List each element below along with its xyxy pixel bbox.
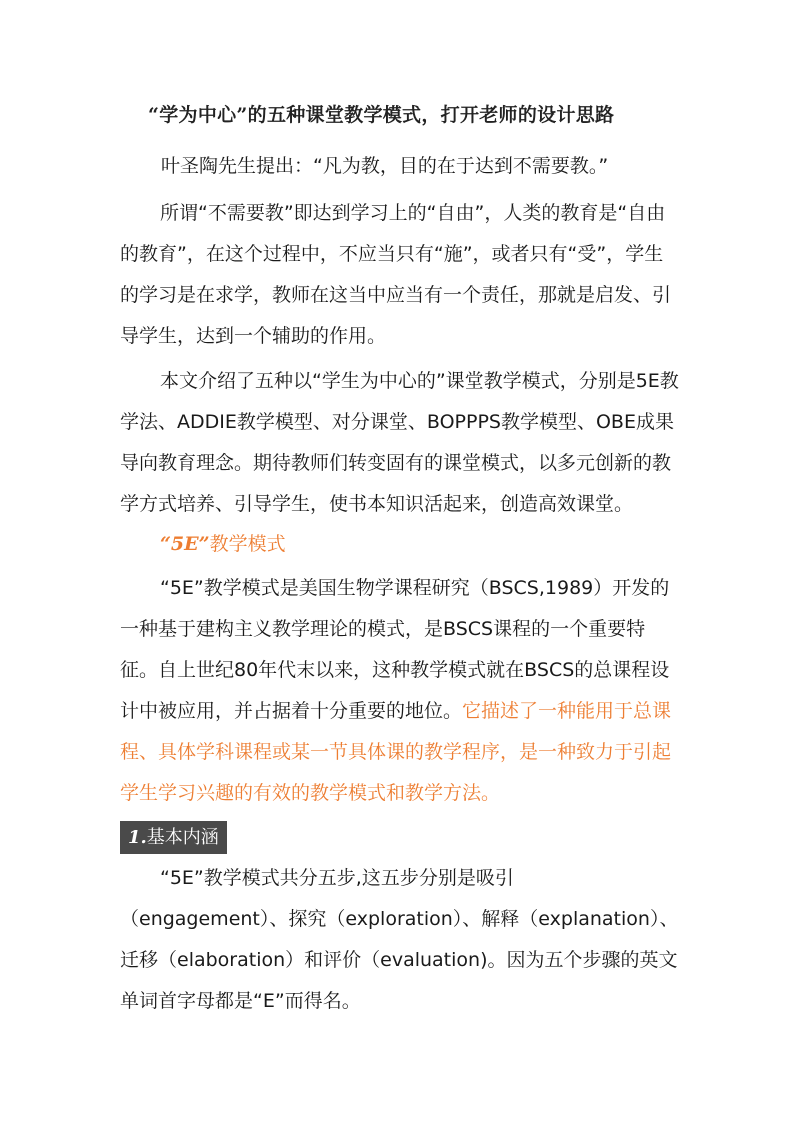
subsection-number: 1. [128,827,147,848]
paragraph-2 [120,361,682,525]
section-heading-5e-label: 教学模式 [209,533,286,555]
paragraph-1 [120,193,682,357]
paragraph-3-text: “5E”教学模式是美国生物学课程研究（BSCS,1989）开发的一种基于建构主义教学理论的模式，是BSCS课程的一个重要特征。自上世纪80年代末以来，这种教学模式就在BSCS的总课程设计中被应用，并占据着十分重要的地位。 [120,577,670,722]
paragraph-4-text: “5E”教学模式共分五步,这五步分别是吸引（engagement）、探究（exploration）、解释（explanation）、迁移（elaboration）和评价（evaluation)。因为五个步骤的英文单词首字母都是“E”而得名。 [120,867,679,1012]
paragraph-4 [120,858,682,1022]
document-title: “学为中心”的五种课堂教学模式，打开老师的设计思路 [148,104,615,126]
section-heading-5e-quote: “5E” [160,533,210,555]
section-heading-5e [160,529,286,556]
paragraph-3-highlight: 它描述了一种能用于总课程、具体学科课程或某一节具体课的教学程序，是一种致力于引起学生学习兴趣的有效的教学模式和教学方法。 [120,700,672,804]
subsection-heading-badge [120,821,227,854]
subsection-label: 基本内涵 [146,827,219,848]
paragraph-1-text: 所谓“不需要教”即达到学习上的“自由”，人类的教育是“自由的教育”，在这个过程中，不应当只有“施”，或者只有“受”，学生的学习是在求学，教师在这当中应当有一个责任，那就是启发、引导学生，达到一个辅助的作用。 [120,202,672,347]
paragraph-3 [120,568,682,814]
intro-quote: 叶圣陶先生提出：“凡为教，目的在于达到不需要教。” [161,155,609,177]
paragraph-2-text: 本文介绍了五种以“学生为中心的”课堂教学模式，分别是5E教学法、ADDIE教学模型、对分课堂、BOPPPS教学模型、OBE成果导向教育理念。期待教师们转变固有的课堂模式，以多元创新的教学方式培养、引导学生，使书本知识活起来，创造高效课堂。 [120,370,679,515]
